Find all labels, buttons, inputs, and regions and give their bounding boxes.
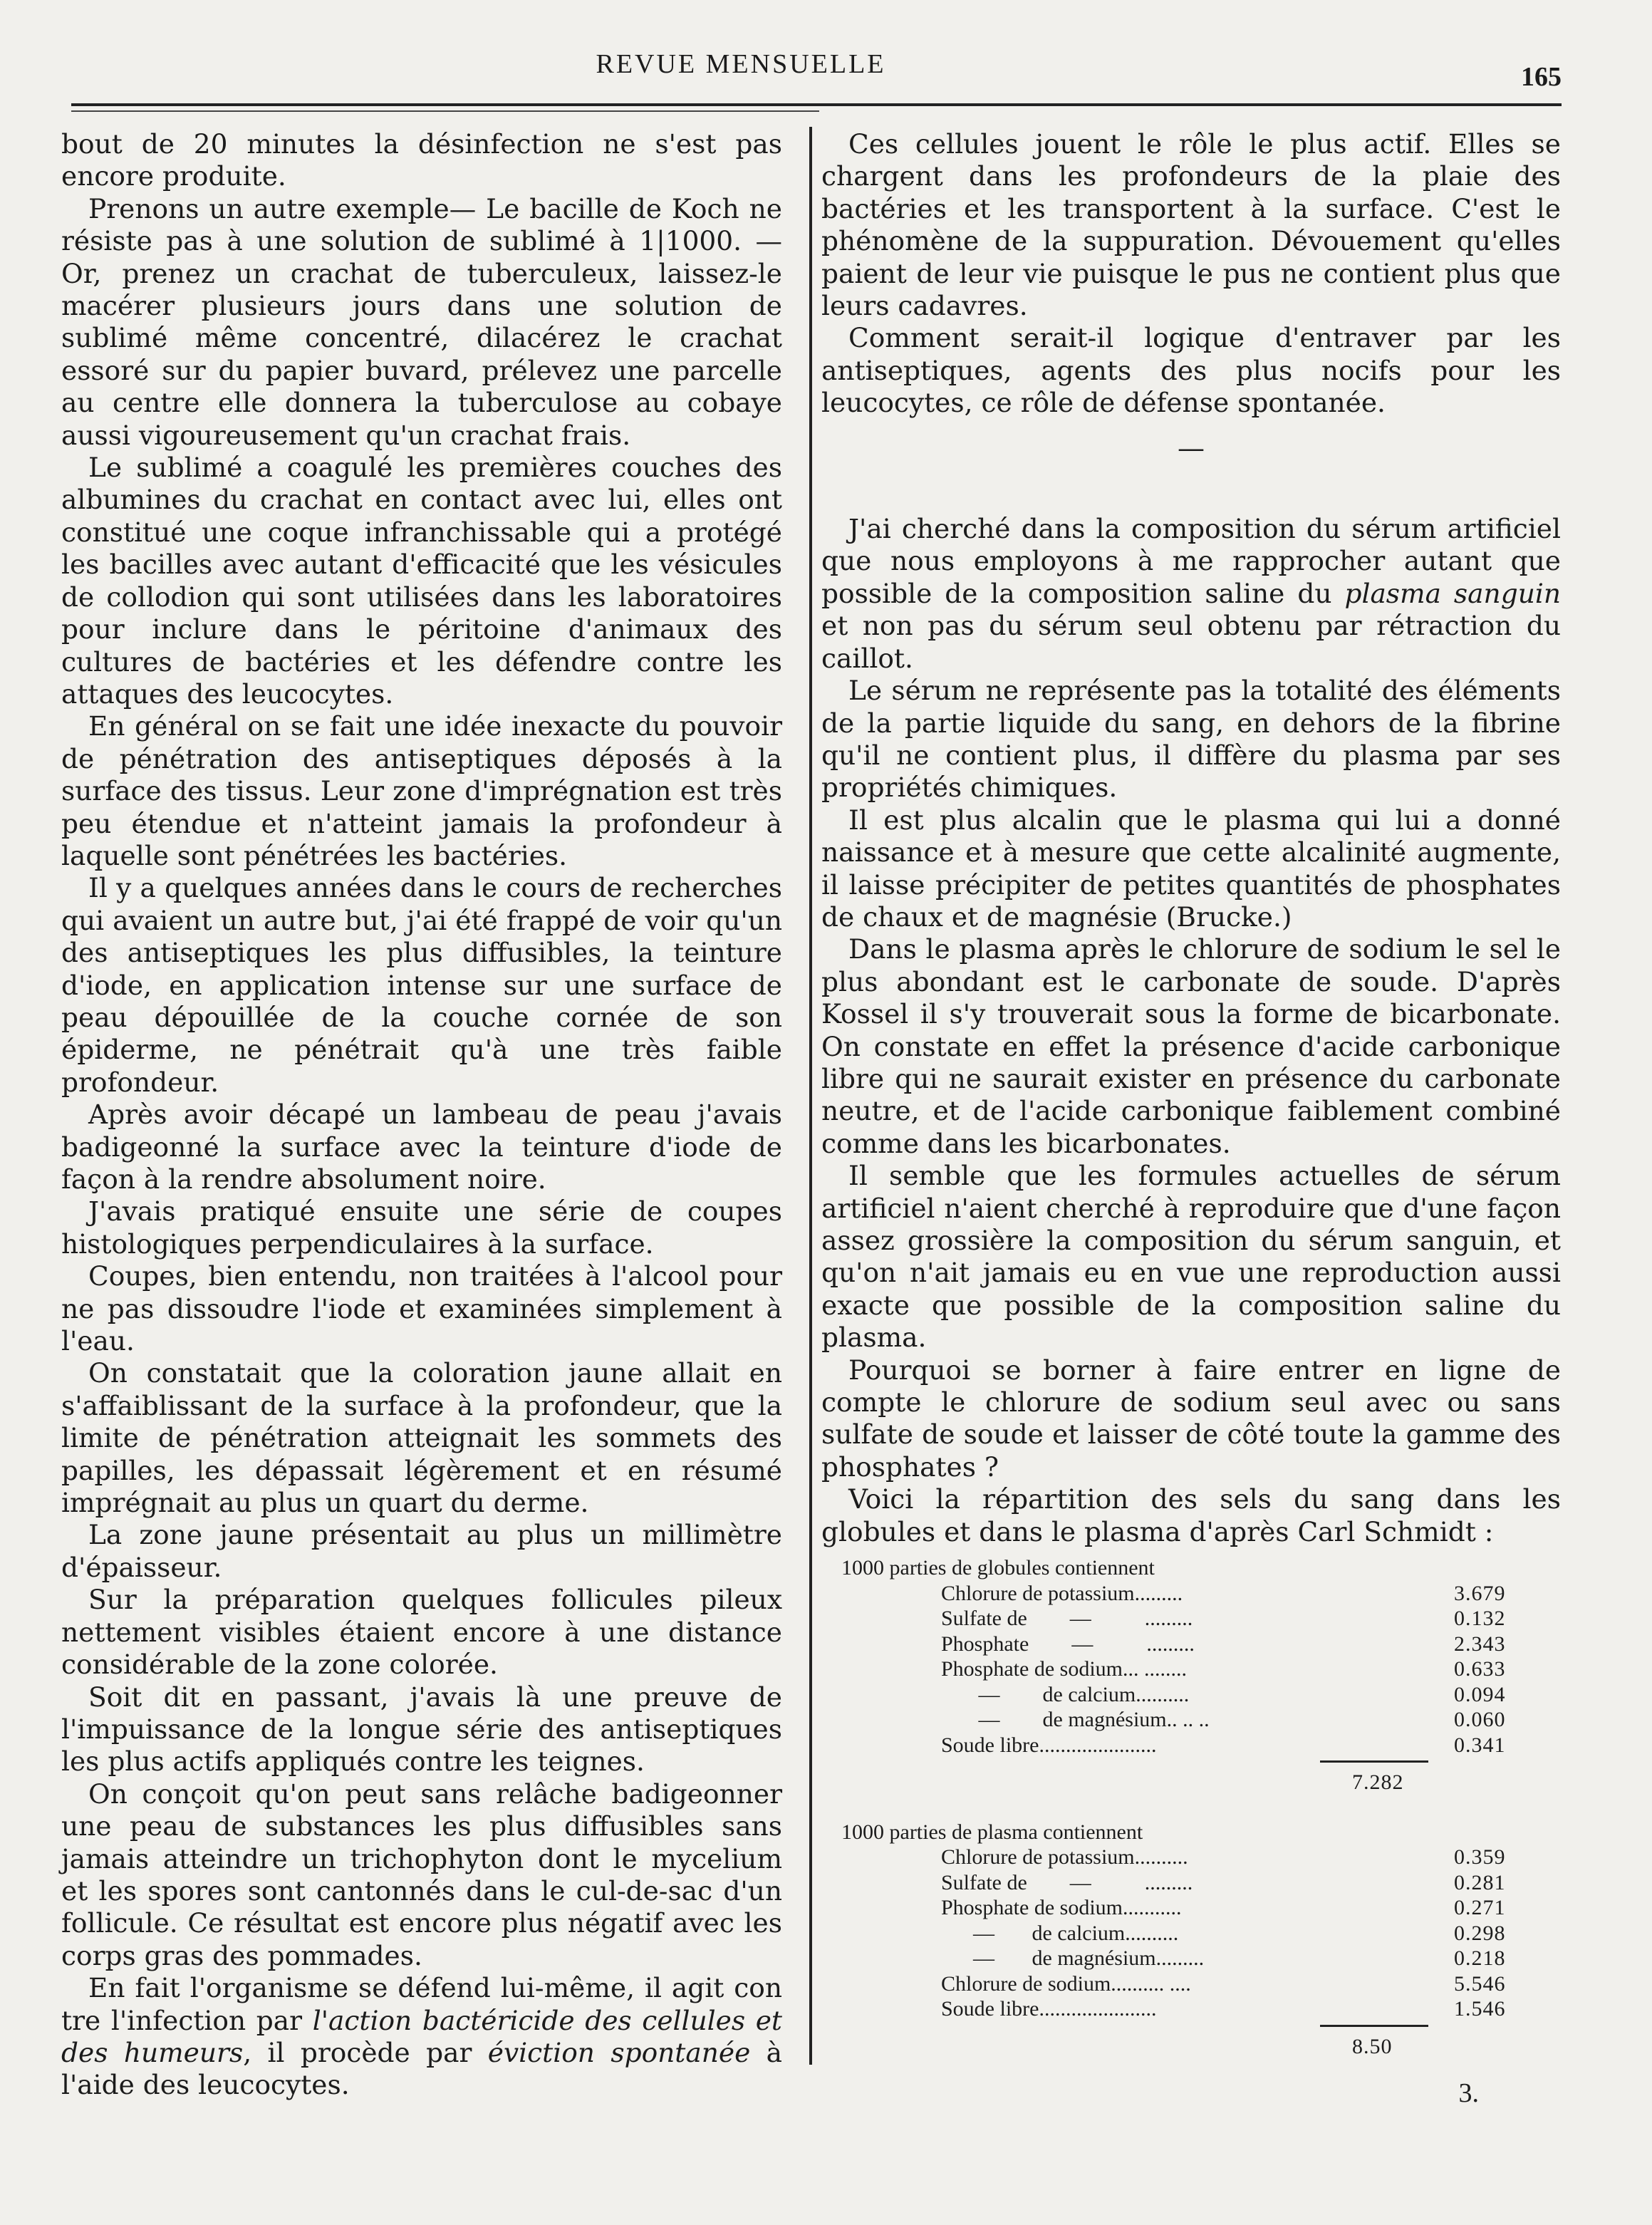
text-run: J'ai cherché dans la composition du sérum artificiel que nous employons à me rapprocher autant que possible de la composition saline du: [821, 513, 1561, 609]
table-row: [821, 1656, 1561, 1682]
paragraph: On constatait que la coloration jaune allait en s'affaiblissant de la surface à la profondeur, que la limite de pénétration atteignait les sommets des papilles, les dépassait légèrement et en résumé imprégnait au plus un quart du derme.: [61, 1357, 782, 1519]
row-label: Soude libre......................: [941, 1997, 1157, 2021]
table-row: [821, 1733, 1561, 1758]
row-value: 1.546: [1454, 1997, 1506, 2021]
paragraph: Soit dit en passant, j'avais là une preuve de l'impuissance de la longue série des antiseptiques les plus actifs appliqués contre les teignes.: [61, 1681, 782, 1778]
globules-salt-table: [821, 1555, 1561, 2059]
paragraph: bout de 20 minutes la désinfection ne s'est pas encore produite.: [61, 128, 782, 192]
text-run: et non pas du sérum seul obtenu par rétraction du caillot.: [821, 610, 1561, 674]
table-row: [821, 1707, 1561, 1733]
row-label: Sulfate de — .........: [941, 1607, 1193, 1631]
table-row: [821, 1870, 1561, 1896]
row-label: Soude libre......................: [941, 1733, 1157, 1757]
table-row: [821, 1581, 1561, 1607]
right-column: [821, 128, 1561, 2059]
page-number: 165: [1521, 62, 1562, 92]
table-row: [821, 1996, 1561, 2022]
row-label: Chlorure de potassium.........: [941, 1581, 1183, 1605]
paragraph: Comment serait-il logique d'entraver par les antiseptiques, agents des plus nocifs pour les leucocytes, ce rôle de défense spontanée.: [821, 322, 1561, 419]
table-row: [821, 1606, 1561, 1632]
table-heading: 1000 parties de globules contiennent: [841, 1556, 1155, 1580]
table-row: [821, 1971, 1561, 1997]
row-label: — de magnésium.........: [941, 1946, 1205, 1971]
row-value: 0.271: [1454, 1896, 1506, 1920]
text-run: En fait l'organisme se défend lui-même, il agit con tre l'infection par: [61, 1972, 782, 2036]
section-separator: —: [1178, 432, 1205, 464]
paragraph: En général on se fait une idée inexacte du pouvoir de pénétration des antiseptiques déposés à la surface des tissus. Leur zone d'imprégnation est très peu étendue et n'atteint jamais la profondeur à laquelle sont pénétrées les bactéries.: [61, 710, 782, 871]
row-label: Sulfate de — .........: [941, 1870, 1193, 1894]
italic-phrase: éviction spontanée: [487, 2036, 751, 2068]
table-row: [821, 1682, 1561, 1708]
paragraph: Ces cellules jouent le rôle le plus actif. Elles se chargent dans les profondeurs de la plaie des bactéries et les transportent à la surface. C'est le phénomène de la suppuration. Dévouement qu'elles paient de leur vie puisque le pus ne contient plus que leurs cadavres.: [821, 128, 1561, 322]
paragraph: Voici la répartition des sels du sang dans les globules et dans le plasma d'après Carl Schmidt :: [821, 1483, 1561, 1547]
italic-phrase: l'action bactéricide des cellules et des humeurs: [61, 2004, 782, 2068]
text-run: à l'aide des leucocytes.: [61, 2036, 783, 2101]
paragraph: Coupes, bien entendu, non traitées à l'alcool pour ne pas dissoudre l'iode et examinées simplement à l'eau.: [61, 1260, 782, 1357]
paragraph: Il est plus alcalin que le plasma qui lui a donné naissance et à mesure que cette alcalinité augmente, il laisse précipiter de petites quantités de phosphates de chaux et de magnésie (Brucke.): [821, 804, 1561, 933]
paragraph: Dans le plasma après le chlorure de sodium le sel le plus abondant est le carbonate de soude. D'après Kossel il s'y trouverait sous la forme de bicarbonate. On constate en effet la présence d'acide carbonique libre qui ne saurait exister en présence du carbonate neutre, et de l'acide carbonique faiblement combiné comme dans les bicarbonates.: [821, 933, 1561, 1159]
row-value: 0.341: [1454, 1733, 1506, 1757]
table-row: [821, 1895, 1561, 1921]
text-run: , il procède par: [243, 2036, 488, 2068]
row-value: 0.298: [1454, 1921, 1506, 1945]
column-divider: [809, 127, 812, 2065]
row-label: Phosphate — .........: [941, 1632, 1195, 1656]
paragraph: Le sublimé a coagulé les premières couches des albumines du crachat en contact avec lui, elles ont constitué une coque infranchissable qui a protégé les bacilles avec autant d'efficacité que les vésicules de collodion qui sont utilisées dans les laboratoires pour inclure dans le péritoine d'animaux des cultures de bactéries et les défendre contre les attaques des leucocytes.: [61, 452, 782, 710]
row-label: — de calcium..........: [941, 1921, 1179, 1945]
table-row: [821, 1921, 1561, 1946]
paragraph: Pourquoi se borner à faire entrer en ligne de compte le chlorure de sodium seul avec ou sans sulfate de soude et laisser de côté toute la gamme des phosphates ?: [821, 1354, 1561, 1483]
row-value: 0.132: [1454, 1607, 1506, 1631]
row-value: 0.359: [1454, 1845, 1506, 1869]
paragraph: J'avais pratiqué ensuite une série de coupes histologiques perpendiculaires à la surface.: [61, 1196, 782, 1260]
left-column: [61, 128, 782, 2102]
italic-phrase: plasma sanguin: [1344, 577, 1561, 609]
row-label: Phosphate de sodium... ........: [941, 1657, 1187, 1681]
row-value: 3.679: [1454, 1581, 1506, 1605]
total-rule: [1320, 2025, 1428, 2027]
row-label: Chlorure de sodium.......... ....: [941, 1971, 1191, 1996]
row-label: — de magnésium.. .. ..: [941, 1708, 1210, 1732]
row-value: 0.633: [1454, 1657, 1506, 1681]
row-value: 0.060: [1454, 1708, 1506, 1732]
row-value: 0.094: [1454, 1682, 1506, 1706]
total-rule: [1320, 1760, 1428, 1763]
signature-mark: 3.: [1458, 2078, 1479, 2108]
row-value: 0.281: [1454, 1870, 1506, 1894]
row-label: — de calcium..........: [941, 1682, 1190, 1706]
row-label: Phosphate de sodium...........: [941, 1896, 1182, 1920]
paragraph: On conçoit qu'on peut sans relâche badigeonner une peau de substances les plus diffusibles sans jamais atteindre un trichophyton dont le mycelium et les spores sont cantonnés dans le cul-de-sac d'un follicule. Ce résultat est encore plus négatif avec les corps gras des pommades.: [61, 1778, 782, 1971]
row-value: 0.218: [1454, 1946, 1506, 1971]
paragraph: [821, 513, 1561, 675]
table-row: [821, 1845, 1561, 1870]
paragraph: Il y a quelques années dans le cours de recherches qui avaient un autre but, j'ai été frappé de voir qu'un des antiseptiques les plus diffusibles, la teinture d'iode, en application intense sur une surface de peau dépouillée de la couche cornée de son épiderme, ne pénétrait qu'à une très faible profondeur.: [61, 872, 782, 1098]
table-total: 7.282: [1352, 1770, 1404, 1795]
row-value: 2.343: [1454, 1632, 1506, 1656]
paragraph: Prenons un autre exemple— Le bacille de Koch ne résiste pas à une solution de sublimé à 1|1000. — Or, prenez un crachat de tuberculeux, laissez-le macérer plusieurs jours dans une solution de sublimé même concentré, dilacérez le crachat essoré sur du papier buvard, prélevez une parcelle au centre elle donnera la tuberculose au cobaye aussi vigoureusement qu'un crachat frais.: [61, 192, 782, 451]
row-value: 5.546: [1454, 1971, 1506, 1996]
header-rule: [71, 103, 1562, 106]
table-heading: 1000 parties de plasma contiennent: [841, 1820, 1143, 1844]
paragraph: La zone jaune présentait au plus un millimètre d'épaisseur.: [61, 1519, 782, 1583]
paragraph-final: [61, 1972, 782, 2102]
running-header: REVUE MENSUELLE: [596, 49, 886, 79]
paragraph: Sur la préparation quelques follicules pileux nettement visibles étaient encore à une distance considérable de la zone colorée.: [61, 1584, 782, 1681]
header-rule-secondary: [71, 110, 819, 112]
table-row: [821, 1632, 1561, 1657]
paragraph: Il semble que les formules actuelles de sérum artificiel n'aient cherché à reproduire que d'une façon assez grossière la composition du sérum sanguin, et qu'on n'ait jamais eu en vue une reproduction aussi exacte que possible de la composition saline du plasma.: [821, 1160, 1561, 1354]
table-row: [821, 1946, 1561, 1971]
paragraph: Le sérum ne représente pas la totalité des éléments de la partie liquide du sang, en dehors de la fibrine qu'il ne contient plus, il diffère du plasma par ses propriétés chimiques.: [821, 675, 1561, 804]
paragraph: Après avoir décapé un lambeau de peau j'avais badigeonné la surface avec la teinture d'iode de façon à la rendre absolument noire.: [61, 1099, 782, 1195]
table-total: 8.50: [1352, 2034, 1393, 2058]
row-label: Chlorure de potassium..........: [941, 1845, 1188, 1869]
